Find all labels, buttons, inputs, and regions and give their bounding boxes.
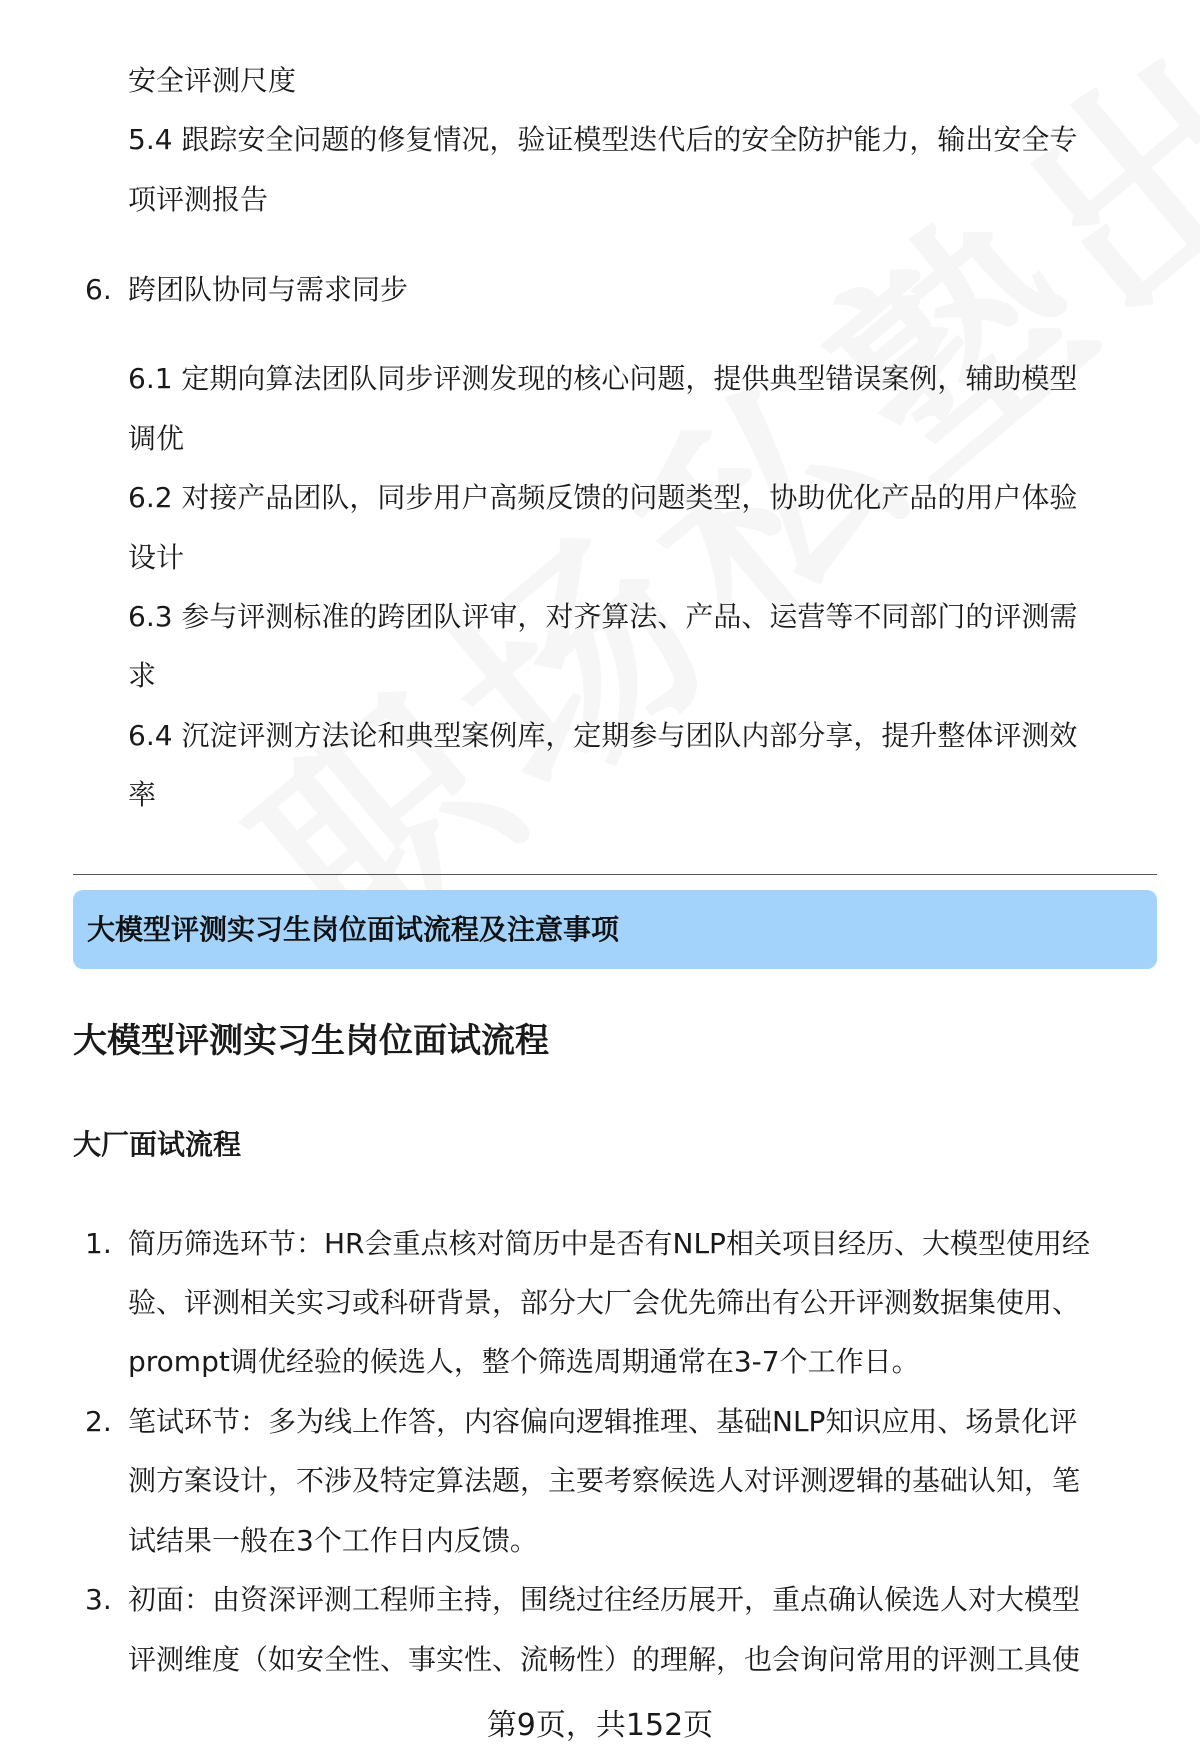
list-item-line: 简历筛选环节：HR会重点核对简历中是否有NLP相关项目经历、大模型使用经 [128,1227,1090,1260]
paragraph-line: 项评测报告 [128,183,269,216]
list-item-line: 测方案设计，不涉及特定算法题，主要考察候选人对评测逻辑的基础认知，笔 [128,1464,1081,1497]
horizontal-divider [73,874,1157,875]
list-item-line: 笔试环节：多为线上作答，内容偏向逻辑推理、基础NLP知识应用、场景化评 [128,1405,1078,1438]
paragraph-line: 调优 [128,422,185,455]
paragraph-line: 率 [128,778,157,811]
paragraph-line: 5.4 跟踪安全问题的修复情况，验证模型迭代后的安全防护能力，输出安全专 [128,123,1078,156]
paragraph-line: 6.1 定期向算法团队同步评测发现的核心问题，提供典型错误案例，辅助模型 [128,362,1078,395]
page-footer: 第9页，共152页 [486,1708,714,1743]
heading-2: 大厂面试流程 [73,1128,242,1161]
list-number: 1. [85,1227,112,1260]
banner-title: 大模型评测实习生岗位面试流程及注意事项 [87,913,620,946]
list-item-line: prompt调优经验的候选人，整个筛选周期通常在3-7个工作日。 [128,1345,920,1378]
list-number: 6. [85,273,112,306]
paragraph-line: 6.2 对接产品团队，同步用户高频反馈的问题类型，协助优化产品的用户体验 [128,481,1078,514]
list-item-line: 验、评测相关实习或科研背景，部分大厂会优先筛出有公开评测数据集使用、 [128,1286,1081,1319]
paragraph-line: 6.3 参与评测标准的跨团队评审，对齐算法、产品、运营等不同部门的评测需 [128,600,1078,633]
heading-1: 大模型评测实习生岗位面试流程 [73,1021,549,1061]
paragraph-line: 设计 [128,541,185,574]
list-number: 2. [85,1405,112,1438]
list-item-title: 跨团队协同与需求同步 [128,273,409,306]
list-number: 3. [85,1583,112,1616]
list-item-line: 评测维度（如安全性、事实性、流畅性）的理解，也会询问常用的评测工具使 [128,1643,1081,1676]
section-banner [73,890,1157,969]
paragraph-line: 求 [128,659,157,692]
list-item-line: 初面：由资深评测工程师主持，围绕过往经历展开，重点确认候选人对大模型 [128,1583,1081,1616]
paragraph-line: 6.4 沉淀评测方法论和典型案例库，定期参与团队内部分享，提升整体评测效 [128,719,1078,752]
list-item-line: 试结果一般在3个工作日内反馈。 [128,1524,538,1557]
paragraph-line: 安全评测尺度 [128,64,297,97]
